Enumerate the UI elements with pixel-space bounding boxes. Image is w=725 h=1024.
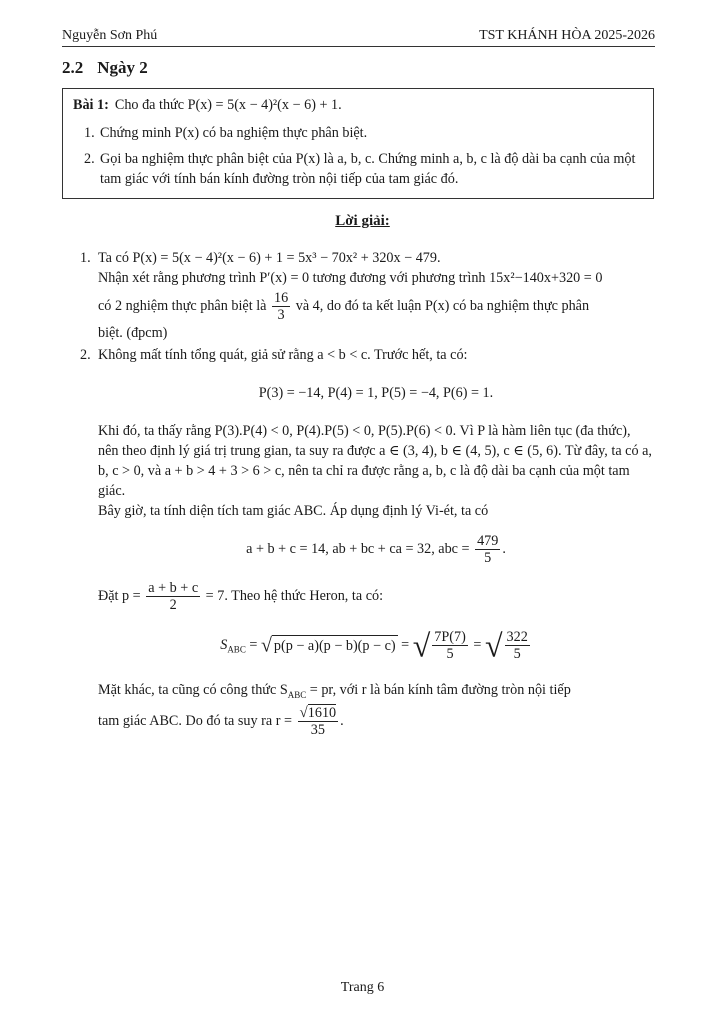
part1-line1: Ta có P(x) = 5(x − 4)²(x − 6) + 1 = 5x³ − 70x² + 320x − 479. xyxy=(98,250,441,266)
problem-intro: Cho đa thức P(x) = 5(x − 4)²(x − 6) + 1. xyxy=(114,97,342,113)
part1-line2: Nhận xét rằng phương trình P′(x) = 0 tương đương với phương trình 15x²−140x+320 = 0 xyxy=(98,270,603,286)
problem-item-text: Chứng minh P(x) có ba nghiệm thực phân biệt. xyxy=(100,125,368,141)
problem-label: Bài 1: xyxy=(73,97,109,113)
solution-title: Lời giải: xyxy=(335,213,390,229)
part-number: 1. xyxy=(80,250,91,266)
part2-intro: Không mất tính tổng quát, giả sử rằng a < b < c. Trước hết, ta có: xyxy=(98,347,468,363)
fraction-semiperimeter: $\frac{a + b + c}{2}$ xyxy=(148,580,199,613)
part1-line3: có 2 nghiệm thực phân biệt là $\frac{16}{3}$ và 4, do đó ta kết luận P(x) có ba nghiệm thực phân xyxy=(98,290,590,323)
final-line-2: tam giác ABC. Do đó ta suy ra r = $\frac{√1610}{35}$ . xyxy=(98,704,344,738)
fraction-479-5: $\frac{479}{5}$ xyxy=(477,533,499,566)
equation-vieta: a + b + c = 14, ab + bc + ca = 32, abc = $\frac{479}{5}$ . xyxy=(246,533,506,566)
problem-item: 1. Chứng minh P(x) có ba nghiệm thực phân biệt. xyxy=(84,125,368,141)
problem-item-text: Gọi ba nghiệm thực phân biệt của P(x) là a, b, c. Chứng minh a, b, c là độ dài ba cạnh của một tam giác với tính bán kính đường tròn nội tiếp của tam giác đó. xyxy=(100,151,636,187)
problem-list xyxy=(73,123,643,189)
part1-line4: biệt. (đpcm) xyxy=(98,325,168,341)
section-title: Ngày 2 xyxy=(97,58,148,77)
final-line-1: Mặt khác, ta cũng có công thức $S_{ABC}$ = pr, với r là bán kính tâm đường tròn nội tiếp xyxy=(98,682,571,700)
sqrt-322: √ $\frac{322}{5}$ xyxy=(484,627,528,664)
running-header xyxy=(62,26,655,47)
fraction-16-3: $\frac{16}{3}$ xyxy=(273,290,289,323)
problem-item: 2. Gọi ba nghiệm thực phân biệt của P(x) là a, b, c. Chứng minh a, b, c là độ dài ba cạnh của một tam giác với tính bán kính đường tròn nội tiếp của tam giác đó. xyxy=(84,151,636,187)
semiperimeter-line: Đặt p = $\frac{a + b + c}{2}$ = 7. Theo hệ thức Heron, ta có: xyxy=(98,580,384,613)
section-heading xyxy=(62,58,148,78)
part2-paragraph-ivt: Khi đó, ta thấy rằng P(3).P(4) < 0, P(4).P(5) < 0, P(5).P(6) < 0. Vì P là hàm liên tục (đa thức), nên theo định lý giá trị trung gian, ta suy ra được a ∈ (3, 4), b ∈ (4, 5), c ∈ (5, 6). Từ đây, ta có a, b, c > 0, và a + b > 4 + 3 > 6 > c, nên ta chỉ ra được rằng a, b, c là độ dài ba cạnh của một tam giác. xyxy=(98,423,652,499)
equation-p-values: P(3) = −14, P(4) = 1, P(5) = −4, P(6) = 1. xyxy=(258,385,494,401)
solution-part-1 xyxy=(80,248,654,343)
sqrt-7p7: √ $\frac{7P(7)}{5}$ xyxy=(412,627,466,664)
solution-part-2 xyxy=(80,345,654,738)
sqrt-heron: √ p(p − a)(p − b)(p − c) xyxy=(260,634,396,657)
part2-paragraph-vieta: Bây giờ, ta tính diện tích tam giác ABC. Áp dụng định lý Vi-ét, ta có xyxy=(98,503,489,519)
fraction-inradius: $\frac{√1610}{35}$ xyxy=(299,704,337,738)
problem-box xyxy=(62,88,654,199)
section-number: 2.2 xyxy=(62,58,84,77)
header-title: TST KHÁNH HÒA 2025-2026 xyxy=(479,28,655,43)
part-number: 2. xyxy=(80,347,91,363)
header-author: Nguyễn Sơn Phú xyxy=(62,28,158,43)
page-number: Trang 6 xyxy=(340,980,385,995)
problem-intro-line xyxy=(73,95,643,115)
equation-heron: $S_{ABC}$ = √ p(p − a)(p − b)(p − c) = √ $\frac{7P(7)}{5}$ = √ $\frac{322}{5}$ xyxy=(98,629,654,662)
